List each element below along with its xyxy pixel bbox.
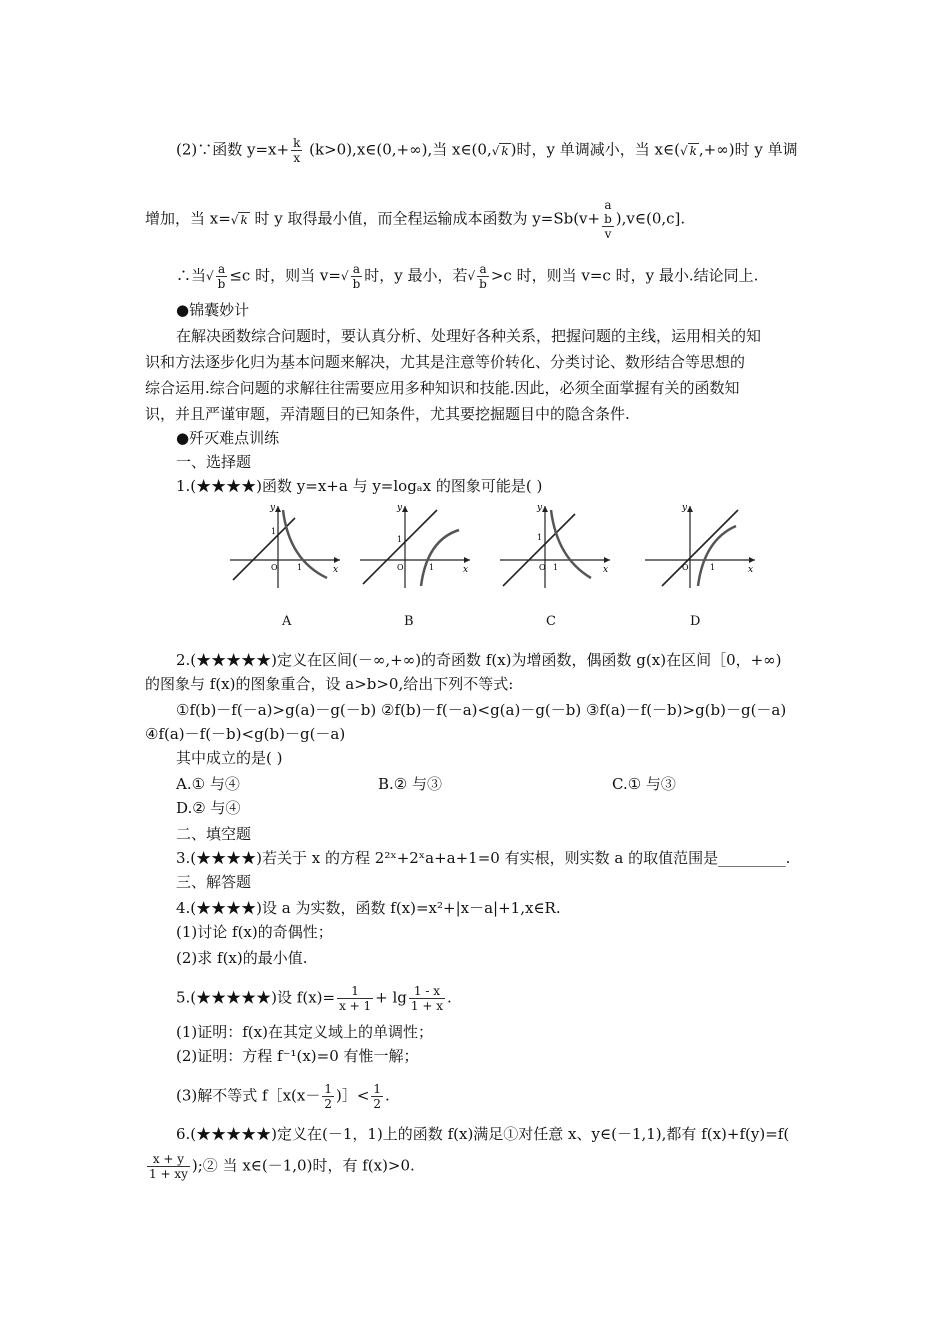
numerator: k	[293, 136, 301, 150]
tips-paragraph-line: 识，并且严谨审题，弄清题目的已知条件，尤其要挖掘题目中的隐含条件.	[145, 405, 630, 423]
sqrt: √ $\frac{a}{b}$	[206, 262, 226, 291]
sqrt: √ k	[230, 212, 248, 227]
solution-line-3	[176, 262, 758, 291]
question-5-part: (1)证明：f(x)在其定义域上的单调性；	[176, 1023, 433, 1041]
axis-y-label: y	[537, 503, 543, 513]
denominator: x	[293, 151, 301, 165]
radicand: k	[689, 143, 697, 158]
numerator: 1	[337, 984, 373, 999]
solution-line-2	[145, 198, 685, 241]
text: 增加，当 x=	[145, 209, 231, 228]
denominator: b	[479, 277, 487, 291]
denominator: 1 + xy	[149, 1167, 188, 1181]
text: (2)∵函数 y=x+	[176, 140, 290, 159]
axis-y-label: y	[397, 503, 403, 513]
question-4: 4.(★★★★)设 a 为实数，函数 f(x)=x²+|x－a|+1,x∈R.	[176, 899, 561, 917]
graph-label-c: C	[546, 614, 556, 629]
mid: b	[604, 212, 612, 226]
fraction	[477, 262, 489, 291]
tick-label: 1	[297, 563, 303, 572]
axis-x-label: x	[748, 565, 754, 575]
section-fill: 二、填空题	[176, 825, 252, 843]
fraction	[147, 1152, 190, 1181]
section-choice: 一、选择题	[176, 453, 252, 471]
question-2-line: ①f(b)－f(－a)>g(a)－g(－b) ②f(b)－f(－a)<g(a)－g(－b) ③f(a)－f(－b)>g(b)－g(－a)	[176, 701, 787, 719]
numerator: a	[604, 198, 612, 212]
axis-x-label: x	[463, 565, 469, 575]
origin-label: O	[271, 563, 278, 572]
question-3: 3.(★★★★)若关于 x 的方程 2²ˣ+2ˣa+a+1=0 有实根，则实数 a 的取值范围是_________.	[176, 849, 791, 867]
text: ≤c 时，则当 v=	[229, 266, 341, 285]
fraction	[351, 262, 363, 291]
denominator: 2	[373, 1097, 382, 1111]
graph-a	[225, 500, 345, 590]
sqrt: √ $\frac{a}{b}$	[467, 262, 487, 291]
graph-label-d: D	[690, 614, 701, 629]
numerator: a	[477, 262, 489, 277]
question-4-part: (2)求 f(x)的最小值.	[176, 949, 308, 967]
fraction	[291, 136, 302, 165]
graph-label-b: B	[404, 614, 414, 629]
graph-label-a: A	[282, 614, 292, 629]
origin-label: O	[539, 563, 546, 572]
denominator: b	[217, 277, 226, 291]
question-5-part-3	[176, 1082, 390, 1111]
text: ,+∞)时 y 单调	[698, 140, 798, 159]
tips-paragraph-line: 综合运用.综合问题的求解往往需要应用多种知识和技能.因此，必须全面掌握有关的函数知	[145, 379, 740, 397]
numerator: x + y	[147, 1152, 190, 1167]
numerator: 1	[324, 1082, 332, 1096]
fraction	[371, 1082, 383, 1111]
denominator: 1 + x	[410, 999, 444, 1013]
question-2-line: 的图象与 f(x)的图象重合，设 a>b>0,给出下列不等式:	[145, 675, 514, 693]
graph-b	[355, 500, 475, 590]
axis-y-label: y	[682, 503, 688, 513]
fraction	[409, 984, 445, 1013]
tick-label: 1	[271, 527, 277, 536]
option-d: D.② 与④	[176, 799, 241, 817]
text: );② 当 x∈(－1,0)时，有 f(x)>0.	[191, 1156, 415, 1175]
fraction	[337, 984, 373, 1013]
denominator: b	[352, 277, 361, 291]
solution-line-1	[176, 136, 798, 165]
text: )时，y 单调减小，当 x∈(	[510, 140, 680, 159]
sqrt: √ k	[679, 143, 697, 158]
numerator: a	[351, 262, 363, 277]
tick-label: 1	[397, 535, 403, 544]
section-answer: 三、解答题	[176, 873, 252, 891]
radicand: k	[240, 212, 248, 227]
question-2-line: 2.(★★★★★)定义在区间(－∞,+∞)的奇函数 f(x)为增函数，偶函数 g(x)在区间［0，+∞)	[176, 651, 782, 669]
tips-paragraph-line: 在解决函数综合问题时，要认真分析、处理好各种关系，把握问题的主线，运用相关的知	[176, 327, 762, 345]
origin-label: O	[397, 563, 404, 572]
radicand: k	[501, 143, 509, 158]
text: )］<	[335, 1086, 370, 1105]
graph-d	[640, 500, 760, 590]
option-c: C.① 与③	[612, 775, 676, 793]
text: ),v∈(0,c].	[615, 209, 686, 228]
axis-x-label: x	[333, 565, 339, 575]
text: 时 y 取得最小值，而全程运输成本函数为 y=Sb(v+	[249, 209, 601, 228]
tick-label: 1	[553, 563, 559, 572]
text: (k>0),x∈(0,+∞),当 x∈(0,	[304, 140, 492, 159]
denominator: x + 1	[339, 999, 372, 1013]
fraction	[602, 198, 614, 241]
sqrt: √ $\frac{a}{b}$	[340, 262, 361, 291]
question-5	[176, 984, 452, 1013]
tips-paragraph-line: 识和方法逐步化归为基本问题来解决，尤其是注意等价转化、分类讨论、数形结合等思想的	[145, 353, 746, 371]
denominator: v	[604, 227, 612, 241]
text: ∴当	[176, 266, 207, 285]
text: >c 时，则当 v=c 时，y 最小.结论同上.	[490, 266, 759, 285]
tick-label: 1	[537, 533, 543, 542]
denominator: 2	[324, 1097, 332, 1111]
tick-label: 1	[429, 563, 435, 572]
question-2-line: ④f(a)－f(－b)<g(b)－g(－a)	[145, 725, 346, 743]
origin-label: O	[682, 563, 689, 572]
axis-y-label: y	[270, 503, 276, 513]
text: + lg	[375, 988, 407, 1007]
fraction	[322, 1082, 334, 1111]
fraction	[216, 262, 228, 291]
question-1: 1.(★★★★)函数 y=x+a 与 y=logₐx 的图象可能是( )	[176, 477, 543, 495]
question-5-part: (2)证明：方程 f⁻¹(x)=0 有惟一解；	[176, 1047, 419, 1065]
question-6-line	[145, 1152, 415, 1181]
axis-x-label: x	[603, 565, 609, 575]
numerator: 1 - x	[409, 984, 445, 999]
question-6-line: 6.(★★★★★)定义在(－1，1)上的函数 f(x)满足①对任意 x、y∈(－1,1),都有 f(x)+f(y)=f(	[176, 1125, 790, 1143]
graph-c	[495, 500, 615, 590]
question-4-part: (1)讨论 f(x)的奇偶性；	[176, 923, 333, 941]
text: (3)解不等式 f［x(x－	[176, 1086, 321, 1105]
option-b: B.② 与③	[378, 775, 443, 793]
text: .	[385, 1086, 390, 1105]
text: 5.(★★★★★)设 f(x)=	[176, 988, 336, 1007]
option-a: A.① 与④	[176, 775, 240, 793]
tick-label: 1	[710, 563, 716, 572]
numerator: 1	[373, 1082, 382, 1096]
training-heading: ●歼灭难点训练	[176, 429, 280, 447]
numerator: a	[216, 262, 228, 277]
question-2-line: 其中成立的是( )	[176, 749, 283, 767]
sqrt: √ k	[491, 143, 509, 158]
text: .	[447, 988, 452, 1007]
text: 时，y 最小，若	[364, 266, 468, 285]
tips-heading: ●锦囊妙计	[176, 301, 250, 319]
